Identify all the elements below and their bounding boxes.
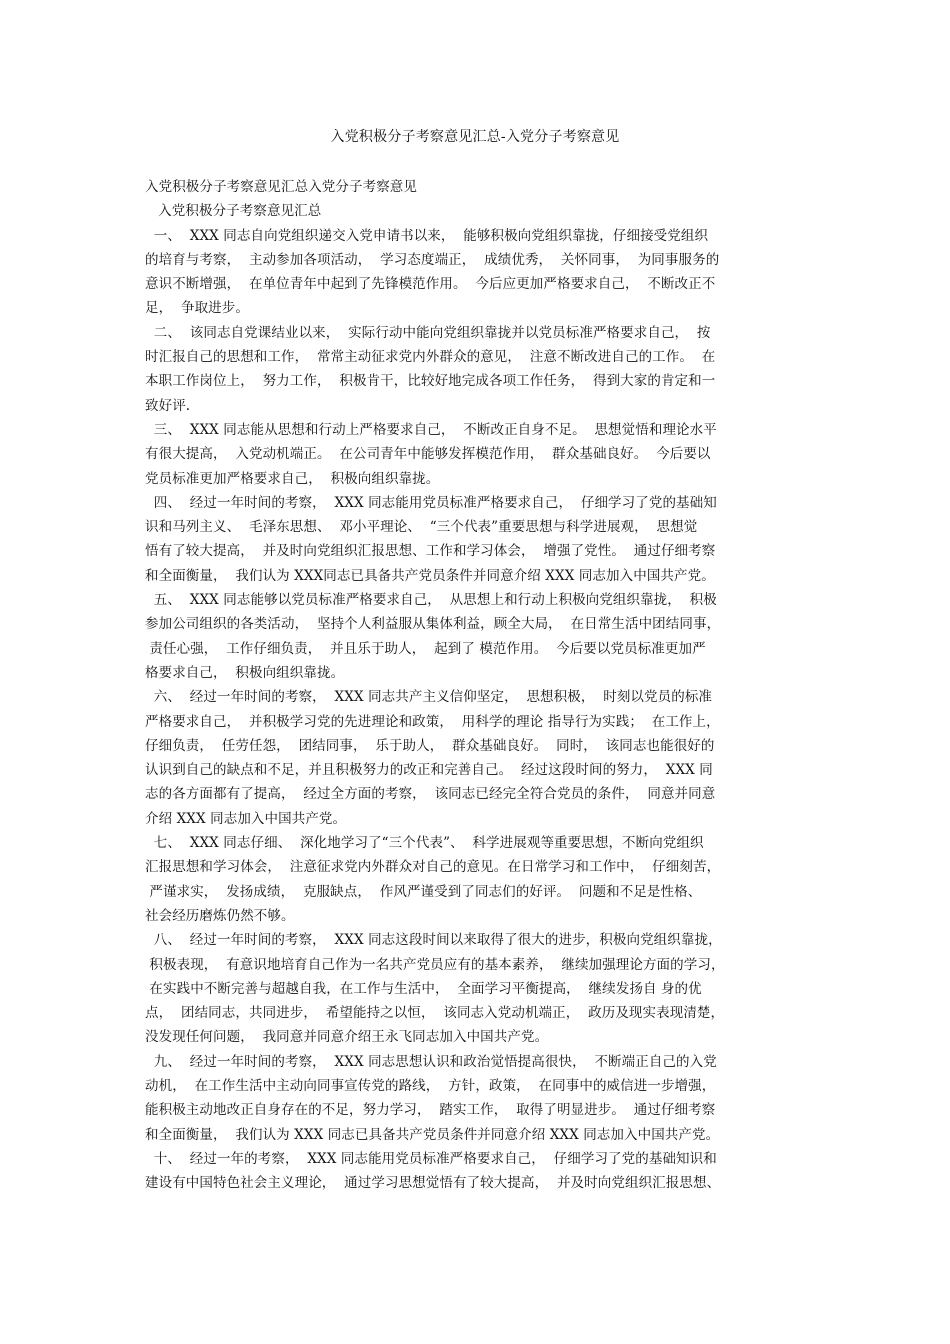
text-line: 四、 经过一年时间的考察， XXX 同志能用党员标准严格要求自己， 仔细学习了党的基础知: [145, 494, 717, 511]
text-line: 十、 经过一年的考察， XXX 同志能用党员标准严格要求自己， 仔细学习了党的基础知识和: [145, 1150, 717, 1167]
document-title: 入党积极分子考察意见汇总-入党分子考察意见: [330, 129, 620, 145]
text-line: 致好评.: [145, 397, 191, 414]
text-line: 和全面衡量， 我们认为 XXX 同志已具备共产党员条件并同意介绍 XXX 同志加入中国共产党。: [145, 1126, 720, 1143]
text-line: 足， 争取进步。: [145, 300, 249, 317]
text-line: 和全面衡量， 我们认为 XXX同志已具备共产党员条件并同意介绍 XXX 同志加入中国共产党。: [145, 567, 715, 584]
text-line: 九、 经过一年时间的考察， XXX 同志思想认识和政治觉悟提高很快， 不断端正自己的入党: [145, 1053, 717, 1070]
text-line: 在实践中不断完善与超越自我，在工作与生活中， 全面学习平衡提高， 继续发扬自 身的优: [145, 980, 702, 997]
text-line: 严格要求自己， 并积极学习党的先进理论和政策， 用科学的理论 指导行为实践； 在工作上，: [145, 713, 720, 730]
text-line: 悟有了较大提高， 并及时向党组织汇报思想、工作和学习体会， 增强了党性。 通过仔细考察: [145, 543, 716, 560]
document-body: [145, 175, 811, 1195]
text-line: 有很大提高， 入党动机端正。 在公司青年中能够发挥模范作用， 群众基础良好。 今后要以: [145, 446, 711, 463]
text-line: 七、 XXX 同志仔细、 深化地学习了“三个代表”、 科学进展观等重要思想，不断向党组织: [145, 835, 704, 852]
text-line: 五、 XXX 同志能够以党员标准严格要求自己， 从思想上和行动上积极向党组织靠拢， 积极: [145, 592, 717, 609]
text-line: 二、 该同志自党课结业以来， 实际行动中能向党组织靠拢并以党员标准严格要求自己， 按: [145, 324, 711, 341]
text-line: 仔细负责， 任劳任怨， 团结同事， 乐于助人， 群众基础良好。 同时， 该同志也能很好的: [145, 737, 715, 754]
text-line: 没发现任何问题， 我同意并同意介绍王永飞同志加入中国共产党。: [145, 1029, 549, 1046]
text-line: 建设有中国特色社会主义理论， 通过学习思想觉悟有了较大提高， 并及时向党组织汇报思想、: [145, 1175, 721, 1192]
text-line: 三、 XXX 同志能从思想和行动上严格要求自己， 不断改正自身不足。 思想觉悟和理论水平: [145, 421, 717, 438]
text-line: 参加公司组织的各类活动， 坚持个人利益服从集体利益，顾全大局， 在日常生活中团结同事，: [145, 616, 721, 633]
text-line: 社会经历磨炼仍然不够。: [145, 907, 295, 924]
text-line: 六、 经过一年时间的考察， XXX 同志共产主义信仰坚定， 思想积极， 时刻以党员的标准: [145, 689, 713, 706]
text-line: 格要求自己， 积极向组织靠拢。: [145, 664, 345, 681]
text-line: 志的各方面都有了提高， 经过全方面的考察， 该同志已经完全符合党员的条件， 同意并同意: [145, 786, 716, 803]
text-line: 汇报思想和学习体会， 注意征求党内外群众对自己的意见。在日常学习和工作中， 仔细刻苦，: [145, 859, 721, 876]
text-line: 能积极主动地改正自身存在的不足，努力学习， 踏实工作， 取得了明显进步。 通过仔细考察: [145, 1102, 716, 1119]
text-line: 一、 XXX 同志自向党组织递交入党申请书以来， 能够积极向党组织靠拢，仔细接受党组织: [145, 227, 709, 244]
text-line: 的培育与考察， 主动参加各项活动， 学习态度端正， 成绩优秀， 关怀同事， 为同事服务的: [145, 251, 720, 268]
text-line: 责任心强， 工作仔细负责， 并且乐于助人， 起到了 模范作用。 今后要以党员标准更加严: [145, 640, 706, 657]
text-line: 入党积极分子考察意见汇总: [145, 203, 322, 220]
text-line: 介绍 XXX 同志加入中国共产党。: [145, 810, 347, 827]
text-line: 入党积极分子考察意见汇总入党分子考察意见: [145, 179, 417, 195]
text-line: 点， 团结同志，共同进步， 希望能持之以恒， 该同志入党动机端正， 政历及现实表现清楚，: [145, 1005, 725, 1022]
text-line: 认识到自己的缺点和不足，并且积极努力的改正和完善自己。 经过这段时间的努力， XXX 同: [145, 762, 713, 779]
text-line: 严谨求实， 发扬成绩， 克服缺点， 作风严谨受到了同志们的好评。 问题和不足是性格、: [145, 883, 702, 900]
text-line: 积极表现， 有意识地培育自己作为一名共产党员应有的基本素养， 继续加强理论方面的学习，: [145, 956, 725, 973]
text-line: 识和马列主义、 毛泽东思想、 邓小平理论、 “三个代表”重要思想与科学进展观， 思想觉: [145, 519, 698, 536]
text-line: 意识不断增强， 在单位青年中起到了先锋模范作用。 今后应更加严格要求自己， 不断改正不: [145, 276, 716, 293]
text-line: 八、 经过一年时间的考察， XXX 同志这段时间以来取得了很大的进步，积极向党组织靠拢，: [145, 932, 722, 949]
text-line: 时汇报自己的思想和工作， 常常主动征求党内外群众的意见， 注意不断改进自己的工作。 在: [145, 349, 716, 366]
text-line: 动机， 在工作生活中主动向同事宣传党的路线， 方针，政策， 在同事中的威信进一步增强，: [145, 1077, 716, 1094]
text-line: 党员标准更加严格要求自己， 积极向组织靠拢。: [145, 470, 440, 487]
text-line: 本职工作岗位上， 努力工作， 积极肯干，比较好地完成各项工作任务， 得到大家的肯定和一: [145, 373, 716, 390]
